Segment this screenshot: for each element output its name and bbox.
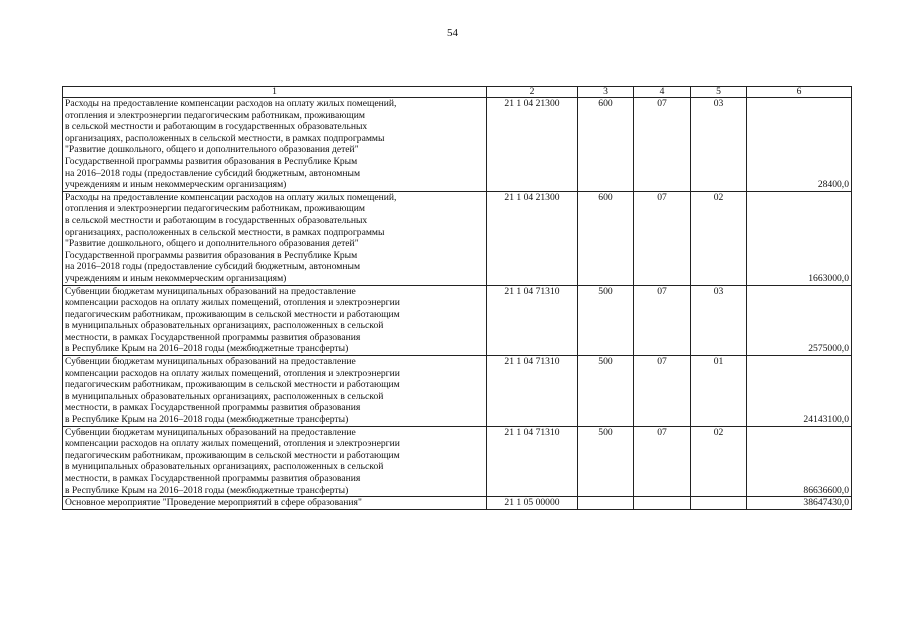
- row-amount: 38647430,0: [747, 497, 852, 510]
- row-amount: 86636600,0: [747, 426, 852, 497]
- row-subsection: [691, 497, 747, 510]
- row-code: 21 1 04 21300: [487, 191, 578, 285]
- row-expense-type: 500: [578, 426, 634, 497]
- row-description: Расходы на предоставление компенсации расходов на оплату жилых помещений, отопления и электроэнергии педагогическим работникам, проживающим в сельской местности и работающим в государственных образовательных организациях, расположенных в сельской местности, в рамках подпрограммы "Развитие дошкольного, общего и дополнительного образования детей" Государственной программы развития образования в Республике Крым на 2016–2018 годы (предоставление субсидий бюджетным, автономным учреждениям и иным некоммерческим организациям): [63, 191, 487, 285]
- row-subsection: 03: [691, 98, 747, 192]
- row-subsection: 03: [691, 285, 747, 356]
- table-header-row: [63, 87, 852, 98]
- page-number: 54: [447, 27, 458, 39]
- row-expense-type: 600: [578, 98, 634, 192]
- header-cell: 3: [578, 87, 634, 98]
- row-subsection: 02: [691, 426, 747, 497]
- row-section: 07: [634, 285, 691, 356]
- row-code: 21 1 04 71310: [487, 285, 578, 356]
- row-subsection: 01: [691, 356, 747, 427]
- header-cell: 2: [487, 87, 578, 98]
- row-description: Субвенции бюджетам муниципальных образований на предоставление компенсации расходов на оплату жилых помещений, отопления и электроэнергии педагогическим работникам, проживающим в сельской местности и работающим в муниципальных образовательных организациях, расположенных в сельской местности, в рамках Государственной программы развития образования в Республике Крым на 2016–2018 годы (межбюджетные трансферты): [63, 356, 487, 427]
- row-amount: 28400,0: [747, 98, 852, 192]
- row-code: 21 1 05 00000: [487, 497, 578, 510]
- header-cell: 1: [63, 87, 487, 98]
- row-description: Субвенции бюджетам муниципальных образований на предоставление компенсации расходов на оплату жилых помещений, отопления и электроэнергии педагогическим работникам, проживающим в сельской местности и работающим в муниципальных образовательных организациях, расположенных в сельской местности, в рамках Государственной программы развития образования в Республике Крым на 2016–2018 годы (межбюджетные трансферты): [63, 426, 487, 497]
- row-expense-type: 500: [578, 285, 634, 356]
- table-row: [63, 285, 852, 356]
- row-expense-type: [578, 497, 634, 510]
- row-amount: 24143100,0: [747, 356, 852, 427]
- table-row: [63, 426, 852, 497]
- row-code: 21 1 04 71310: [487, 426, 578, 497]
- row-section: 07: [634, 191, 691, 285]
- row-section: 07: [634, 98, 691, 192]
- table-row: [63, 191, 852, 285]
- row-section: 07: [634, 356, 691, 427]
- row-expense-type: 500: [578, 356, 634, 427]
- table-row: [63, 98, 852, 192]
- row-code: 21 1 04 71310: [487, 356, 578, 427]
- header-cell: 4: [634, 87, 691, 98]
- row-code: 21 1 04 21300: [487, 98, 578, 192]
- row-description: Субвенции бюджетам муниципальных образований на предоставление компенсации расходов на оплату жилых помещений, отопления и электроэнергии педагогическим работникам, проживающим в сельской местности и работающим в муниципальных образовательных организациях, расположенных в сельской местности, в рамках Государственной программы развития образования в Республике Крым на 2016–2018 годы (межбюджетные трансферты): [63, 285, 487, 356]
- budget-table: [62, 86, 852, 510]
- row-amount: 2575000,0: [747, 285, 852, 356]
- row-section: [634, 497, 691, 510]
- row-description: Расходы на предоставление компенсации расходов на оплату жилых помещений, отопления и электроэнергии педагогическим работникам, проживающим в сельской местности и работающим в государственных образовательных организациях, расположенных в сельской местности, в рамках подпрограммы "Развитие дошкольного, общего и дополнительного образования детей" Государственной программы развития образования в Республике Крым на 2016–2018 годы (предоставление субсидий бюджетным, автономным учреждениям и иным некоммерческим организациям): [63, 98, 487, 192]
- table-row: [63, 356, 852, 427]
- header-cell: 5: [691, 87, 747, 98]
- row-section: 07: [634, 426, 691, 497]
- row-subsection: 02: [691, 191, 747, 285]
- header-cell: 6: [747, 87, 852, 98]
- table-row: [63, 497, 852, 510]
- row-amount: 1663000,0: [747, 191, 852, 285]
- row-expense-type: 600: [578, 191, 634, 285]
- row-description: Основное мероприятие "Проведение мероприятий в сфере образования": [63, 497, 487, 510]
